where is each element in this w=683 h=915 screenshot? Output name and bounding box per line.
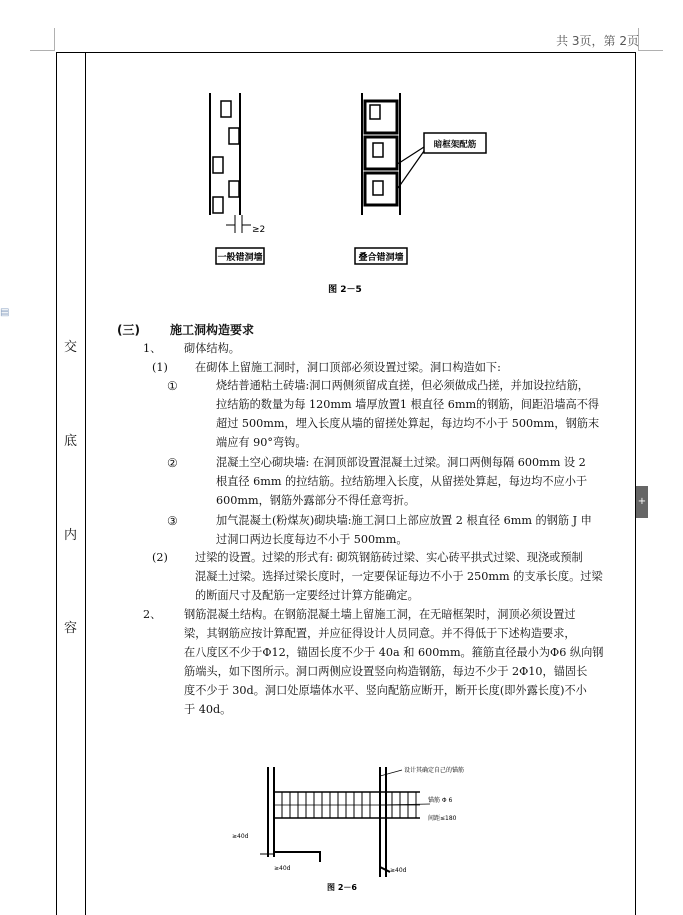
i2-line-5: 度不少于 30d。洞口处原墙体水平、竖向配筋应断开，断开长度(即外露长度)不小 xyxy=(184,684,587,697)
fig2-callout-rebar: 锚筋 Φ 6 xyxy=(428,797,453,804)
i2-line-2: 梁，其钢筋应按计算配置，并应征得设计人员同意。并不得低于下述构造要求， xyxy=(184,627,576,640)
circle-mark-1: ① xyxy=(167,379,178,393)
c3-line-1: 加气混凝土(粉煤灰)砌块墙:施工洞口上部应放置 2 根直径 6mm 的钢筋 J 申 xyxy=(216,514,592,527)
item-1-text: 砌体结构。 xyxy=(184,342,240,355)
c1-line-2: 拉结筋的数量为每 120mm 墙厚放置1 根直径 6mm的钢筋，间距沿墙高不得 xyxy=(216,398,600,411)
label-stacked-wall: 叠合错洞墙 xyxy=(358,253,404,263)
document-icon[interactable]: ▤ xyxy=(0,307,10,318)
expand-panel-button[interactable]: + xyxy=(636,486,648,518)
callout-hidden-frame: 暗框架配筋 xyxy=(433,140,477,150)
c3-line-2: 过洞口两边长度每边不小于 500mm。 xyxy=(216,533,408,546)
sidebar-char-2: 底 xyxy=(64,434,78,449)
fig2-dim-bottom-left: ≥40d xyxy=(274,865,291,872)
c1-line-1: 烧结普通粘土砖墙:洞口两侧须留成直搓，但必须做成凸搓，并加设拉结筋， xyxy=(216,379,589,392)
c2-line-1: 混凝土空心砌块墙: 在洞顶部设置混凝土过梁。洞口两侧每隔 600mm 设 2 xyxy=(216,456,586,469)
c1-line-4: 端应有 90°弯钩。 xyxy=(216,436,307,449)
c2-line-2: 根直径 6mm 的拉结筋。拉结筋埋入长度，从留搓处算起，每边均不应小于 xyxy=(216,475,588,488)
dimension-label: ≥2 xyxy=(252,225,266,235)
i2-line-4: 筋端头，如下图所示。洞口两侧应设置竖向构造钢筋，每边不少于 2Φ10，锚固长 xyxy=(184,665,588,678)
section-title: 施工洞构造要求 xyxy=(170,323,255,337)
item-1-number: 1、 xyxy=(143,342,162,355)
item-2-number: 2、 xyxy=(143,608,162,621)
figure-caption-2-6: 图 2－6 xyxy=(327,883,357,892)
figure-2-6 xyxy=(230,762,490,897)
figure-2-5 xyxy=(180,85,510,305)
label-general-wall: 一般错洞墙 xyxy=(217,253,263,263)
i2-line-3: 在八度区不少于Φ12，锚固长度不少于 40a 和 600mm。箍筋直径最小为Φ6 纵向钢 xyxy=(184,646,604,659)
page-number-header: 共 3页，第 2页 xyxy=(556,34,639,48)
fig2-dim-left: ≥40d xyxy=(232,833,249,840)
sidebar-char-4: 容 xyxy=(64,621,78,636)
figure-caption-2-5: 图 2－5 xyxy=(328,285,362,295)
corner-mark-top-right xyxy=(638,28,663,51)
c1-line-3: 超过 500mm，埋入长度从墙的留搓处算起，每边均不小于 500mm，钢筋末 xyxy=(216,417,600,430)
circle-mark-3: ③ xyxy=(167,514,178,528)
subitem-1-text: 在砌体上留施工洞时，洞口顶部必须设置过梁。洞口构造如下: xyxy=(195,361,501,374)
subitem-2-number: (2) xyxy=(152,551,168,564)
sidebar-char-1: 交 xyxy=(64,340,78,355)
circle-mark-2: ② xyxy=(167,456,178,470)
section-number: (三) xyxy=(117,323,140,337)
c2-line-3: 600mm，钢筋外露部分不得任意弯折。 xyxy=(216,494,416,507)
fig2-callout-spacing: 间距≤180 xyxy=(428,815,457,822)
s2-line-1: 过梁的设置。过梁的形式有: 砌筑钢筋砖过梁、实心砖平拱式过梁、现浇或预制 xyxy=(195,551,583,564)
fig2-dim-bottom-right: ≥40d xyxy=(390,867,407,874)
s2-line-2: 混凝土过梁。选择过梁长度时，一定要保证每边不小于 250mm 的支承长度。过梁 xyxy=(195,570,603,583)
s2-line-3: 的断面尺寸及配筋一定要经过计算方能确定。 xyxy=(195,589,419,602)
subitem-1-number: (1) xyxy=(152,361,168,374)
i2-line-6: 于 40d。 xyxy=(184,703,232,716)
fig2-callout-anchor: 设计其确定自己的锚筋 xyxy=(404,767,465,774)
sidebar-char-3: 内 xyxy=(64,528,78,543)
corner-mark-top-left xyxy=(30,28,55,51)
frame-divider xyxy=(85,52,86,915)
i2-line-1: 钢筋混凝土结构。在钢筋混凝土墙上留施工洞，在无暗框架时，洞顶必须设置过 xyxy=(184,608,576,621)
